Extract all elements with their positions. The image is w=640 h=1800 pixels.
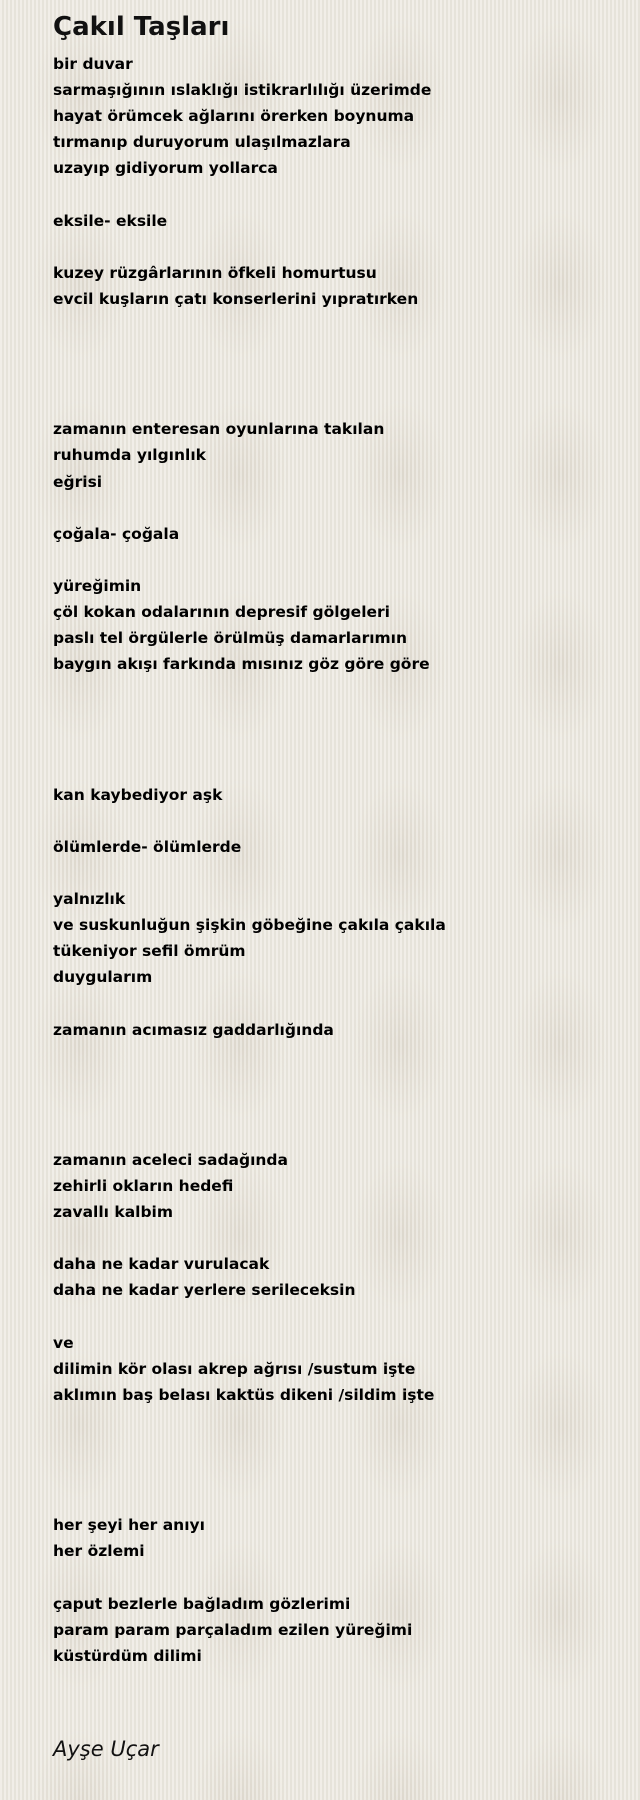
- poem-line: sarmaşığının ıslaklığı istikrarlılığı üzerimde: [53, 81, 432, 100]
- poem-stanza: [53, 886, 613, 990]
- poem-line: yüreğimin: [53, 576, 142, 595]
- stanza-spacer: [53, 181, 613, 207]
- stanza-spacer: [53, 234, 613, 260]
- poem-line: zamanın enteresan oyunlarına takılan: [53, 420, 385, 439]
- poem-line: yalnızlık: [53, 890, 126, 909]
- poem-stanza: [53, 1512, 613, 1564]
- poem-line: daha ne kadar vurulacak: [53, 1255, 270, 1274]
- poem-line: ölümlerde- ölümlerde: [53, 837, 242, 856]
- poem-author[interactable]: Ayşe Uçar: [53, 1737, 159, 1761]
- poem-line: ve: [53, 1333, 74, 1352]
- poem-line: paslı tel örgülerle örülmüş damarlarımın: [53, 629, 408, 648]
- poem-stanza: [53, 1591, 613, 1669]
- stanza-spacer: [53, 860, 613, 886]
- poem-line: zamanın acımasız gaddarlığında: [53, 1020, 334, 1039]
- poem-title: Çakıl Taşları: [53, 12, 230, 42]
- poem-line: tükeniyor sefil ömrüm: [53, 942, 246, 961]
- poem-line: her özlemi: [53, 1542, 145, 1561]
- stanza-spacer: [53, 1408, 613, 1512]
- poem-stanza: [53, 1251, 613, 1303]
- poem-line: ruhumda yılgınlık: [53, 446, 206, 465]
- poem-line: ve suskunluğun şişkin göbeğine çakıla çakıla: [53, 916, 446, 935]
- poem-line: dilimin kör olası akrep ağrısı /sustum işte: [53, 1359, 416, 1378]
- poem-line: eksile- eksile: [53, 211, 168, 230]
- poem-stanza: [53, 782, 613, 808]
- poem-line: uzayıp gidiyorum yollarca: [53, 159, 278, 178]
- stanza-spacer: [53, 1043, 613, 1147]
- stanza-spacer: [53, 677, 613, 781]
- poem-line: aklımın baş belası kaktüs dikeni /sildim işte: [53, 1385, 435, 1404]
- poem-line: kan kaybediyor aşk: [53, 785, 223, 804]
- poem-line: çöl kokan odalarının depresif gölgeleri: [53, 602, 390, 621]
- poem-line: çaput bezlerle bağladım gözlerimi: [53, 1594, 351, 1613]
- poem-stanza: [53, 208, 613, 234]
- poem-stanza: [53, 1330, 613, 1408]
- poem-line: kuzey rüzgârlarının öfkeli homurtusu: [53, 263, 377, 282]
- stanza-spacer: [53, 1225, 613, 1251]
- poem-line: hayat örümcek ağlarını örerken boynuma: [53, 107, 415, 126]
- stanza-spacer: [53, 495, 613, 521]
- poem-line: çoğala- çoğala: [53, 524, 180, 543]
- poem-line: baygın akışı farkında mısınız göz göre göre: [53, 655, 430, 674]
- poem-body: [53, 51, 613, 1669]
- poem-line: duygularım: [53, 968, 153, 987]
- poem-stanza: [53, 1147, 613, 1225]
- poem-line: küstürdüm dilimi: [53, 1646, 202, 1665]
- poem-line: eğrisi: [53, 472, 103, 491]
- poem-stanza: [53, 51, 613, 181]
- poem-stanza: [53, 260, 613, 312]
- poem-line: tırmanıp duruyorum ulaşılmazlara: [53, 133, 351, 152]
- poem-stanza: [53, 573, 613, 677]
- stanza-spacer: [53, 808, 613, 834]
- poem-line: her şeyi her anıyı: [53, 1516, 205, 1535]
- stanza-spacer: [53, 1304, 613, 1330]
- poem-line: zehirli okların hedefi: [53, 1177, 234, 1196]
- poem-line: daha ne kadar yerlere serileceksin: [53, 1281, 356, 1300]
- poem-line: param param parçaladım ezilen yüreğimi: [53, 1620, 413, 1639]
- poem-line: zavallı kalbim: [53, 1203, 174, 1222]
- stanza-spacer: [53, 990, 613, 1016]
- poem-stanza: [53, 1017, 613, 1043]
- poem-line: evcil kuşların çatı konserlerini yıpratırken: [53, 289, 419, 308]
- stanza-spacer: [53, 547, 613, 573]
- poem-line: bir duvar: [53, 55, 133, 73]
- poem-stanza: [53, 834, 613, 860]
- poem-stanza: [53, 521, 613, 547]
- stanza-spacer: [53, 312, 613, 416]
- poem-stanza: [53, 416, 613, 494]
- poem-line: zamanın aceleci sadağında: [53, 1150, 288, 1169]
- stanza-spacer: [53, 1565, 613, 1591]
